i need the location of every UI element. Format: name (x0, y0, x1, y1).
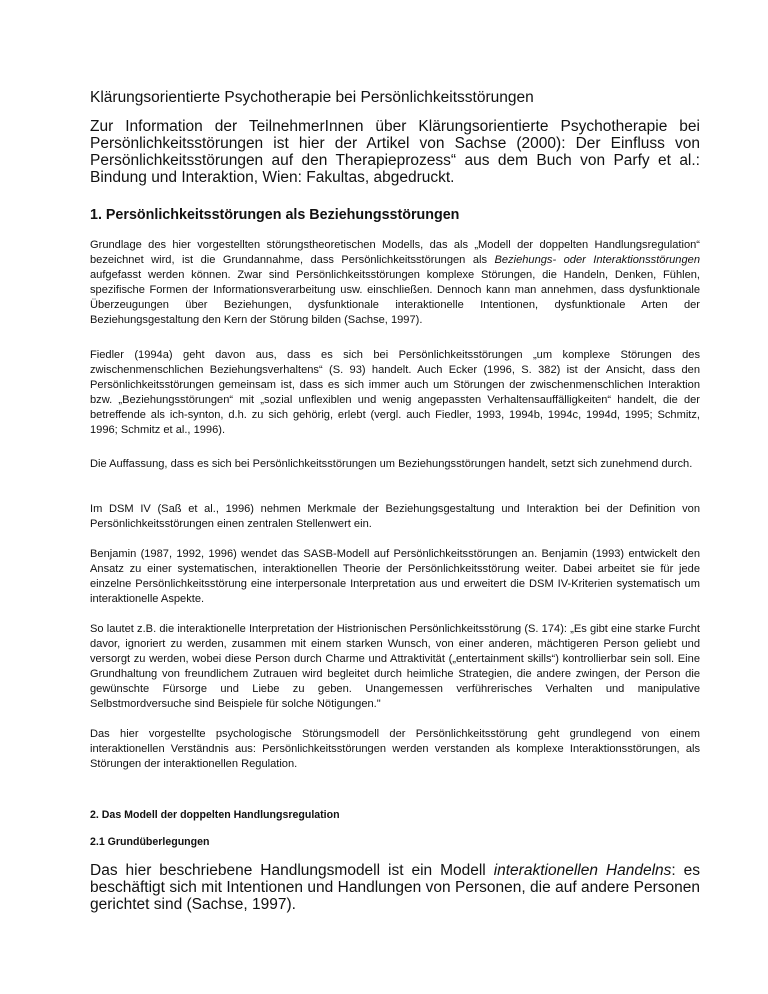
section-1-paragraph-1 (90, 238, 700, 329)
section-2-paragraph-1 (90, 862, 700, 913)
section-1-paragraph-4: Im DSM IV (Saß et al., 1996) nehmen Merkmale der Beziehungsgestaltung und Interaktion bei der Definition von Persönlichkeitsstörungen einen zentralen Stellenwert ein. (90, 503, 700, 531)
section-2-heading: 2. Das Modell der doppelten Handlungsregulation (90, 809, 340, 821)
section-1-heading: 1. Persönlichkeitsstörungen als Beziehungsstörungen (90, 207, 460, 223)
paragraph-text: : es beschäftigt sich mit Intentionen und Handlungen von Personen, die auf andere Personen gerichtet sind (Sachse, 1997). (90, 862, 701, 913)
emphasized-text: Beziehungs- oder Interaktionsstörungen (494, 254, 700, 267)
section-1-paragraph-2: Fiedler (1994a) geht davon aus, dass es sich bei Persönlichkeitsstörungen „um komplexe Störungen des zwischenmenschlichen Beziehungsverhaltens“ (S. 93) handelt. Auch Ecker (1996, S. 382) ist der Ansicht, dass den Persönlichkeitsstörungen gemeinsam ist, dass es sich immer auch um Störungen der zwischenmenschlichen Interaktion bzw. „Beziehungsstörungen“ mit „sozial unflexiblen und wenig angepassten Verhaltensauffälligkeiten“ handelt, die der betreffende als ich-synton, d.h. zu sich gehörig, erlebt (vergl. auch Fiedler, 1993, 1994b, 1994c, 1994d, 1995; Schmitz, 1996; Schmitz et al., 1996). (90, 349, 700, 437)
document-title: Klärungsorientierte Psychotherapie bei Persönlichkeitsstörungen (90, 89, 534, 106)
section-1-paragraph-3: Die Auffassung, dass es sich bei Persönlichkeitsstörungen um Beziehungsstörungen handelt, setzt sich zunehmend durch. (90, 458, 693, 470)
section-1-paragraph-6: So lautet z.B. die interaktionelle Interpretation der Histrionischen Persönlichkeitsstörung (S. 174): „Es gibt eine starke Furcht davor, ignoriert zu werden, zusammen mit einem starken Wunsch, von einer anderen, mächtigeren Person geliebt und versorgt zu werden, wobei diese Person durch Charme und Attraktivität („entertainment skills“) kontrollierbar sein soll. Eine Grundhaltung von freundlichem Zutrauen wird begleitet durch heimliche Strategien, die andere zwingen, der Person die gewünschte Fürsorge und Liebe zu geben. Unangemessen verführerisches Verhalten und manipulative Selbstmordversuche sind Beispiele für solche Nötigungen." (90, 623, 700, 711)
section-1-paragraph-5: Benjamin (1987, 1992, 1996) wendet das SASB-Modell auf Persönlichkeitsstörungen an. Benjamin (1993) entwickelt den Ansatz zu einer systematischen, interaktionellen Theorie der Persönlichkeitsstörung weiter. Dabei arbeitet sie für jede einzelne Persönlichkeitsstörung eine interpersonale Interpretation aus und erweitert die DSM IV-Kriterien systematisch um interaktionelle Aspekte. (90, 548, 700, 606)
intro-paragraph: Zur Information der TeilnehmerInnen über Klärungsorientierte Psychotherapie bei Persönlichkeitsstörungen ist hier der Artikel von Sachse (2000): Der Einfluss von Persönlichkeitsstörungen auf den Therapieprozess“ aus dem Buch von Parfy et al.: Bindung und Interaktion, Wien: Fakultas, abgedruckt. (90, 118, 700, 186)
paragraph-text: Das hier beschriebene Handlungsmodell ist ein Modell (90, 862, 494, 879)
paragraph-text: aufgefasst werden können. Zwar sind Persönlichkeitsstörungen komplexe Störungen, die Handeln, Denken, Fühlen, spezifische Formen der Informationsverarbeitung usw. einschließen. Dennoch kann man annehmen, dass dysfunktionale Überzeugungen über Beziehungen, dysfunktionale interaktionelle Intentionen, dysfunktionale Arten der Beziehungsgestaltung den Kern der Störung bilden (Sachse, 1997). (90, 269, 700, 327)
section-1-paragraph-7: Das hier vorgestellte psychologische Störungsmodell der Persönlichkeitsstörung geht grundlegend von einem interaktionellen Verständnis aus: Persönlichkeitsstörungen werden verstanden als komplexe Interaktionsstörungen, als Störungen der interaktionellen Regulation. (90, 728, 700, 771)
paragraph-text: Grundlage des hier vorgestellten störungstheoretischen Modells, das als „Modell der doppelten Handlungsregulation“ bezeichnet wird, ist die Grundannahme, dass Persönlichkeitsstörungen als (90, 239, 700, 267)
section-2-1-heading: 2.1 Grundüberlegungen (90, 836, 210, 848)
emphasized-text: interaktionellen Handelns (493, 862, 672, 879)
